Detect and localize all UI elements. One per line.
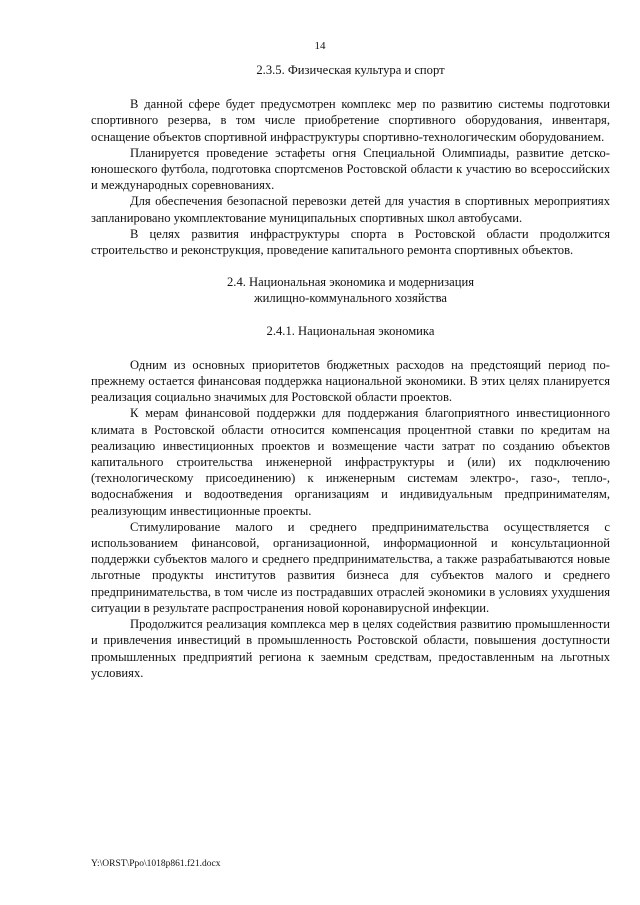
section-heading-2-4-line2: жилищно-коммунального хозяйства [253, 291, 448, 306]
file-path-footer: Y:\ORST\Ppo\1018p861.f21.docx [91, 859, 221, 869]
paragraph: Продолжится реализация комплекса мер в целях содействия развитию промышленности и привлечения инвестиций в промышленность Ростовской области, повышения доступности промышленных предприятий региона к заемным средствам, предоставленным на льготных условиях. [91, 617, 610, 680]
paragraph: Одним из основных приоритетов бюджетных расходов на предстоящий период по-прежнему остается финансовая поддержка национальной экономики. В этих целях планируется реализация социально значимых для Ростовской области проектов. [91, 357, 610, 405]
paragraph: Планируется проведение эстафеты огня Специальной Олимпиады, развитие детско-юношеского футбола, подготовка спортсменов Ростовской области к участию во всероссийских и международных соревнованиях. [91, 145, 610, 193]
paragraph: Стимулирование малого и среднего предпринимательства осуществляется с использованием финансовой, организационной, информационной и консультационной поддержки субъектов малого и среднего предпринимательства, а также разрабатываются новые льготные продукты институтов развития бизнеса для субъектов малого и среднего предпринимательства, в том числе из пострадавших отраслей экономики в условиях ухудшения ситуации в результате распространения новой коронавирусной инфекции. [91, 519, 610, 615]
section-heading-2-4-line1: 2.4. Национальная экономика и модернизация [227, 275, 474, 290]
page-number: 14 [314, 40, 326, 52]
document-body [91, 62, 610, 681]
section-heading-2-4-1: 2.4.1. Национальная экономика [266, 323, 435, 338]
paragraph: В данной сфере будет предусмотрен комплекс мер по развитию системы подготовки спортивного резерва, в том числе приобретение спортивного оборудования, инвентаря, оснащение объектов спортивной инфраструктуры спортивно-технологическим оборудованием. [91, 97, 610, 144]
paragraph: В целях развития инфраструктуры спорта в Ростовской области продолжится строительство и реконструкция, проведение капитального ремонта спортивных объектов. [91, 226, 610, 258]
paragraph: Для обеспечения безопасной перевозки детей для участия в спортивных мероприятиях запланировано укомплектование муниципальных спортивных школ автобусами. [91, 194, 610, 225]
section-heading-2-3-5: 2.3.5. Физическая культура и спорт [256, 63, 445, 77]
paragraph: К мерам финансовой поддержки для поддержания благоприятного инвестиционного климата в Ростовской области относится компенсация процентной ставки по кредитам на реализацию инвестиционных проектов и возмещение части затрат по созданию объектов капитального строительства инженерной инфраструктуры и (или) их подключению (технологическому присоединению) к инженерным системам электро-, газо-, тепло-, водоснабжения и водоотведения организациям и индивидуальным предпринимателям, реализующим инвестиционные проекты. [91, 406, 610, 518]
